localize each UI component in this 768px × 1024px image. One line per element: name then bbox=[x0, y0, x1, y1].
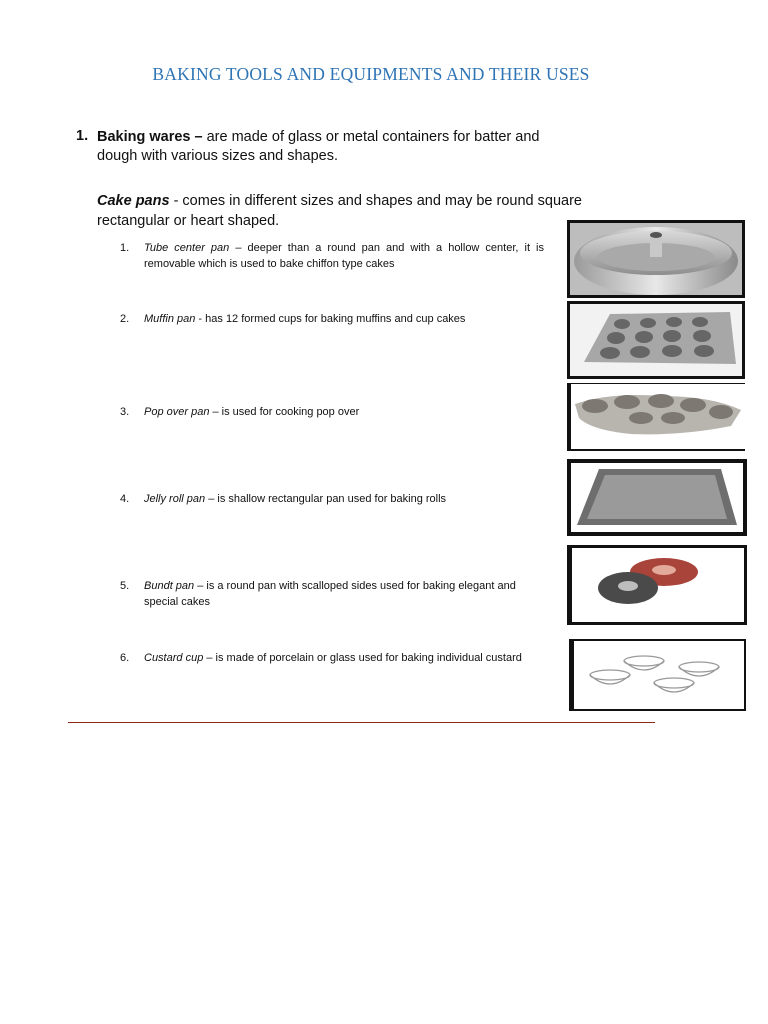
section-term: Baking wares – bbox=[97, 129, 203, 145]
item-number: 2. bbox=[120, 313, 130, 325]
item-description: – is shallow rectangular pan used for baking rolls bbox=[205, 493, 447, 505]
item-description: – is used for cooking pop over bbox=[209, 406, 360, 418]
custard-cups-photo bbox=[569, 639, 746, 711]
item-text bbox=[144, 492, 544, 508]
bottom-rule bbox=[68, 722, 655, 723]
section-number: 1. bbox=[76, 128, 89, 144]
item-name: Bundt pan bbox=[144, 580, 195, 592]
tube-center-pan-image bbox=[570, 223, 742, 295]
cake-pans-description: - comes in different sizes and shapes and may be round square rectangular or heart shaped. bbox=[97, 193, 582, 229]
item-text bbox=[144, 312, 544, 328]
pop-over-pan-image bbox=[571, 384, 745, 449]
item-description: – is made of porcelain or glass used for baking individual custard bbox=[203, 652, 522, 664]
cake-pans-term: Cake pans bbox=[97, 193, 170, 209]
item-number: 4. bbox=[120, 493, 130, 505]
cake-pans-paragraph bbox=[97, 192, 627, 231]
item-name: Tube center pan bbox=[144, 242, 230, 254]
item-text bbox=[144, 579, 544, 610]
item-text bbox=[144, 405, 544, 421]
bundt-pan-image bbox=[572, 548, 744, 622]
item-description: – is a round pan with scalloped sides used for baking elegant and special cakes bbox=[144, 580, 516, 608]
bundt-pan-photo bbox=[567, 545, 747, 625]
item-number: 6. bbox=[120, 652, 130, 664]
item-text bbox=[144, 651, 544, 667]
jelly-roll-pan-photo bbox=[567, 459, 747, 536]
item-number: 5. bbox=[120, 580, 130, 592]
item-name: Muffin pan bbox=[144, 313, 196, 325]
tube-center-pan-photo bbox=[567, 220, 745, 298]
item-description: – deeper than a round pan and with a hollow center, it is removable which is used to bake chiffon type cakes bbox=[144, 242, 544, 270]
jelly-roll-pan-image bbox=[571, 463, 743, 532]
muffin-pan-photo bbox=[567, 301, 745, 379]
section-description: are made of glass or metal containers for batter and dough with various sizes and shapes. bbox=[97, 129, 540, 164]
item-name: Pop over pan bbox=[144, 406, 210, 418]
item-number: 3. bbox=[120, 406, 130, 418]
item-name: Jelly roll pan bbox=[144, 493, 206, 505]
muffin-pan-image bbox=[570, 304, 742, 376]
item-text bbox=[144, 241, 544, 272]
item-name: Custard cup bbox=[144, 652, 204, 664]
document-title: BAKING TOOLS AND EQUIPMENTS AND THEIR USES bbox=[152, 64, 590, 84]
pop-over-pan-photo bbox=[567, 383, 745, 451]
item-number: 1. bbox=[120, 242, 130, 254]
item-description: - has 12 formed cups for baking muffins and cup cakes bbox=[195, 313, 466, 325]
custard-cups-image bbox=[574, 641, 744, 709]
section-baking-wares bbox=[97, 128, 577, 166]
